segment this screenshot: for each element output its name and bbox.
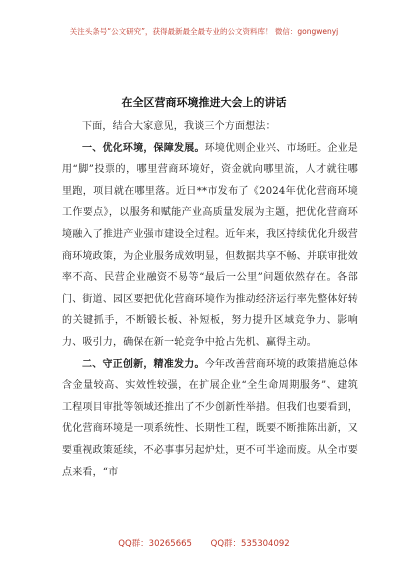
section-2-heading: 二、守正创新，精准发力。 <box>82 358 205 370</box>
section-1-text: 环境优则企业兴、市场旺。企业是用“脚”投票的，哪里营商环境好，资金就向哪里流，人才就往哪里跑，项目就在哪里落。近日**市发布了《2024年优化营商环境工作要点》，以服务和赋能产业高质量发展为主题，把优化营商环境融入了推进产业强市建设全过程。近年来，我区持续优化升级营商环境政策，为企业服务成效明显，但数据共享不畅、并联审批效率不高、民营企业融资不易等“最后一公里”问题依然存在。各部门、街道、园区要把优化营商环境作为推动经济运行率先整体好转的关键抓手，不断锻长板、补短板，努力提升区域竞争力、影响力、吸引力，确保在新一轮竞争中抢占先机、赢得主动。 <box>62 142 359 348</box>
section-2-paragraph <box>62 354 358 484</box>
section-1-paragraph <box>62 138 358 354</box>
footer-qq-2: QQ群：535304092 <box>210 539 290 549</box>
footer <box>0 537 408 549</box>
intro-paragraph: 下面，结合大家意见，我谈三个方面想法： <box>82 121 276 132</box>
header-note: 关注头条号“公文研究”，获得最新最全最专业的公文资料库！ 微信：gongwenyj <box>69 27 339 36</box>
footer-qq-1: QQ群：30265665 <box>118 539 192 549</box>
page-title: 在全区营商环境推进大会上的讲话 <box>121 96 287 109</box>
section-2-text: 今年改善营商环境的政策措施总体含金量较高、实效性较强，在扩展企业“全生命周期服务”、建筑工程项目审批等领域还推出了不少创新性举措。但我们也要看到，优化营商环境是一项系统性、长期性工程，既要不断推陈出新，又要重视政策延续，不必事事另起炉灶，更不可半途而废。从全市要点来看，“市 <box>62 358 359 478</box>
document-body <box>62 116 358 483</box>
section-1-heading: 一、优化环境，保障发展。 <box>82 142 205 154</box>
